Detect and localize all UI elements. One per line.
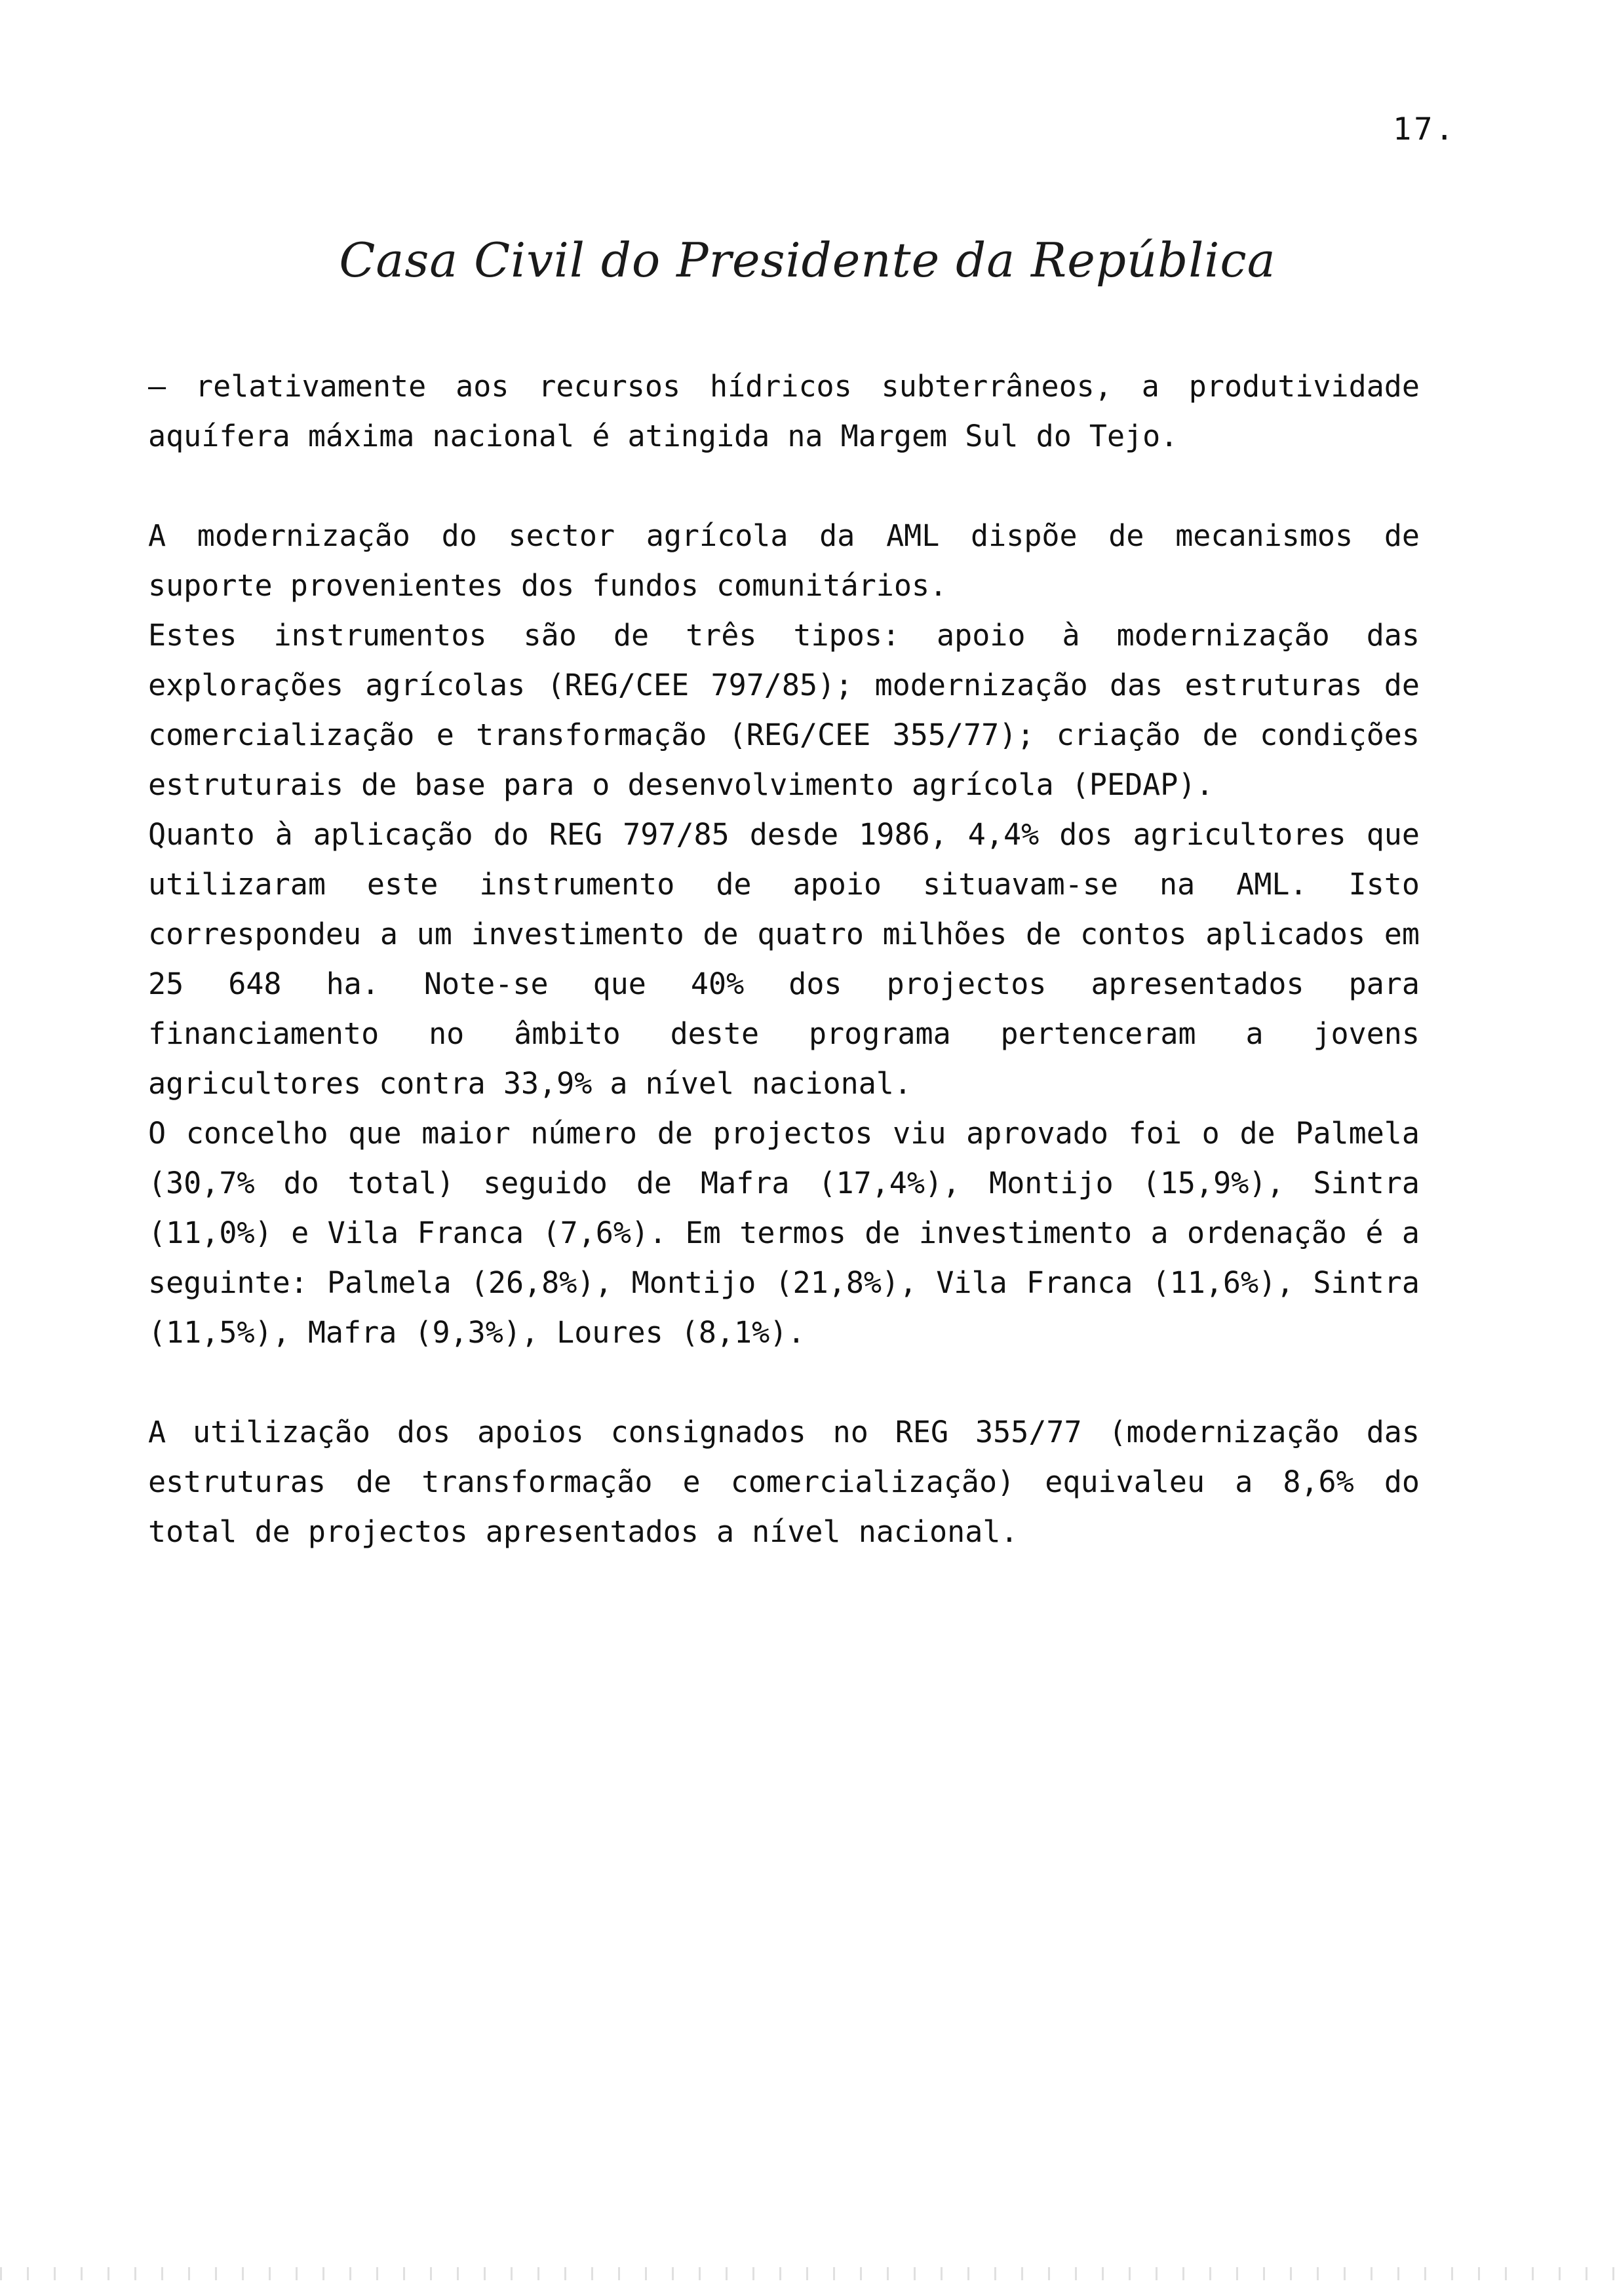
paragraph-groundwater: – relativamente aos recursos hídricos subterrâneos, a produtividade aquífera máxima nacional é atingida na Margem Sul do Tejo. bbox=[148, 369, 1420, 453]
paragraph-instruments: Estes instrumentos são de três tipos: apoio à modernização das explorações agrícolas (REG/CEE 797/85); modernização das estruturas de comercialização e transformação (REG/CEE 355/77); criação de condições estruturais de base para o desenvolvimento agrícola (PEDAP). bbox=[148, 618, 1420, 802]
paragraph-reg-355: A utilização dos apoios consignados no REG 355/77 (modernização das estruturas de transformação e comercialização) equivaleu a 8,6% do total de projectos apresentados a nível nacional. bbox=[148, 1415, 1420, 1549]
paragraph-municipalities: O concelho que maior número de projectos viu aprovado foi o de Palmela (30,7% do total) seguido de Mafra (17,4%), Montijo (15,9%), Sintra (11,0%) e Vila Franca (7,6%). Em termos de investimento a ordenação é a seguinte: Palmela (26,8%), Montijo (21,8%), Vila Franca (11,6%), Sintra (11,5%), Mafra (9,3%), Loures (8,1%). bbox=[148, 1116, 1420, 1350]
document-body bbox=[148, 362, 1420, 1557]
page-number: 17. bbox=[1393, 111, 1456, 147]
paragraph-reg-797: Quanto à aplicação do REG 797/85 desde 1986, 4,4% dos agricultores que utilizaram este instrumento de apoio situavam-se na AML. Isto correspondeu a um investimento de quatro milhões de contos aplicados em 25 648 ha. Note-se que 40% dos projectos apresentados para financiamento no âmbito deste programa pertenceram a jovens agricultores contra 33,9% a nível nacional. bbox=[148, 817, 1420, 1101]
scan-noise-strip bbox=[0, 2267, 1615, 2280]
paragraph-modernization: A modernização do sector agrícola da AML dispõe de mecanismos de suporte provenientes dos fundos comunitários. bbox=[148, 518, 1420, 603]
letterhead-logo: Casa Civil do Presidente da República bbox=[339, 233, 1276, 288]
